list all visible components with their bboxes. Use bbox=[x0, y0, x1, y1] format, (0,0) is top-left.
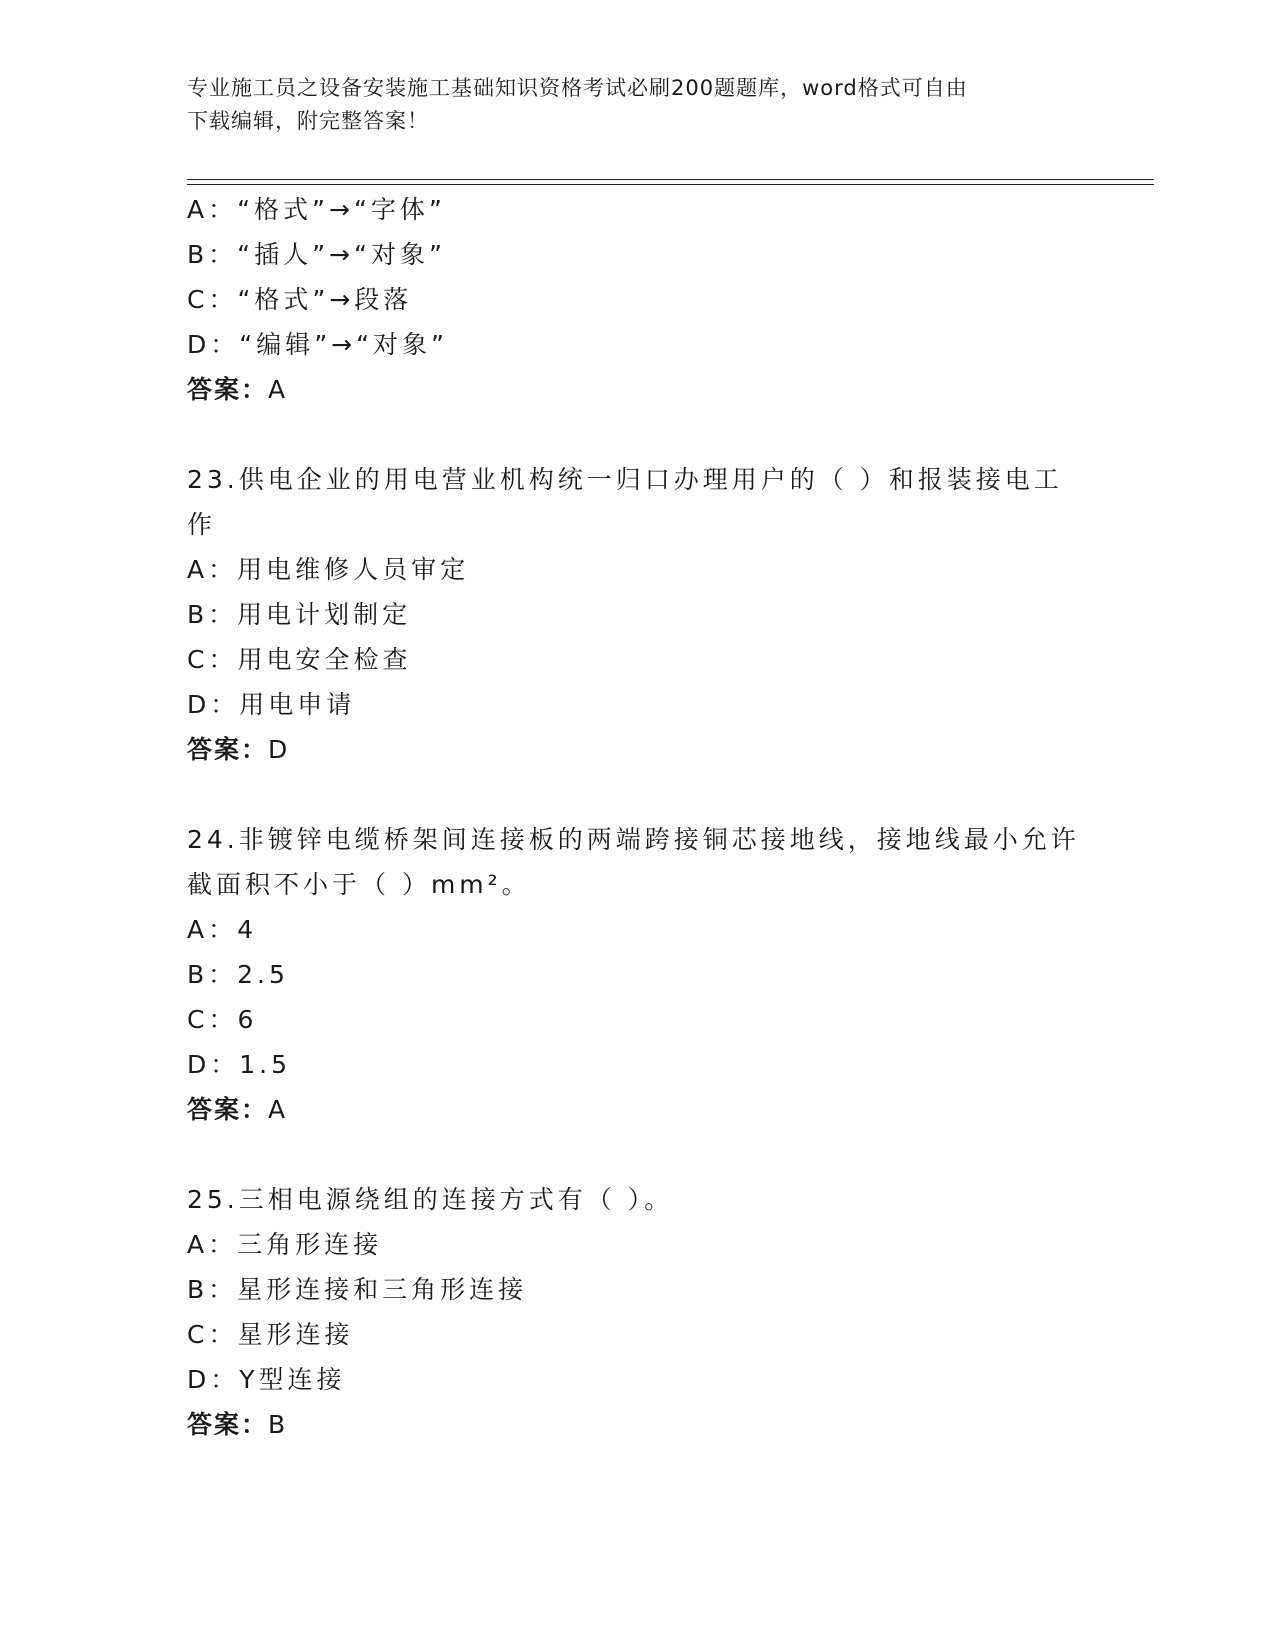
answer-label: 答案： bbox=[187, 1095, 269, 1124]
q22-option-b: B：“插人”→“对象” bbox=[187, 240, 446, 269]
answer-value: A bbox=[268, 1095, 288, 1124]
answer-label: 答案： bbox=[187, 1410, 269, 1439]
q25-option-b: B：星形连接和三角形连接 bbox=[187, 1275, 528, 1304]
q23-option-c: C：用电安全检查 bbox=[187, 645, 412, 674]
answer-value: A bbox=[268, 375, 288, 404]
q23-option-b: B：用电计划制定 bbox=[187, 600, 412, 629]
q24-answer bbox=[187, 1095, 287, 1125]
header-line-2: 下载编辑，附完整答案！ bbox=[187, 109, 429, 133]
q24-stem-line-2: 截面积不小于（ ）mm²。 bbox=[187, 870, 531, 899]
q24-option-c: C：6 bbox=[187, 1005, 258, 1034]
q22-option-c: C：“格式”→段落 bbox=[187, 285, 413, 314]
q25-stem-line-1: 25.三相电源绕组的连接方式有（ ）。 bbox=[187, 1185, 674, 1214]
q23-stem-line-2: 作 bbox=[187, 510, 217, 539]
header-divider-bottom bbox=[187, 184, 1154, 185]
q25-answer bbox=[187, 1410, 287, 1440]
header-divider-top bbox=[187, 179, 1154, 180]
document-header bbox=[187, 72, 1067, 138]
q23-option-d: D：用电申请 bbox=[187, 690, 356, 719]
q22-answer bbox=[187, 375, 287, 405]
answer-label: 答案： bbox=[187, 375, 269, 404]
q24-option-a: A：4 bbox=[187, 915, 258, 944]
q22-option-a: A：“格式”→“字体” bbox=[187, 195, 446, 224]
q23-answer bbox=[187, 735, 289, 765]
answer-value: D bbox=[268, 735, 290, 764]
q25-option-c: C：星形连接 bbox=[187, 1320, 354, 1349]
q25-option-d: D：Y型连接 bbox=[187, 1365, 346, 1394]
answer-label: 答案： bbox=[187, 735, 269, 764]
q22-option-d: D：“编辑”→“对象” bbox=[187, 330, 449, 359]
q24-option-d: D：1.5 bbox=[187, 1050, 292, 1079]
q24-stem-line-1: 24.非镀锌电缆桥架间连接板的两端跨接铜芯接地线，接地线最小允许 bbox=[187, 825, 1080, 854]
q24-option-b: B：2.5 bbox=[187, 960, 289, 989]
header-line-1: 专业施工员之设备安装施工基础知识资格考试必刷200题题库，word格式可自由 bbox=[187, 76, 968, 100]
q23-stem-line-1: 23.供电企业的用电营业机构统一归口办理用户的（ ）和报装接电工 bbox=[187, 465, 1063, 494]
q25-option-a: A：三角形连接 bbox=[187, 1230, 383, 1259]
q23-option-a: A：用电维修人员审定 bbox=[187, 555, 470, 584]
answer-value: B bbox=[268, 1410, 288, 1439]
